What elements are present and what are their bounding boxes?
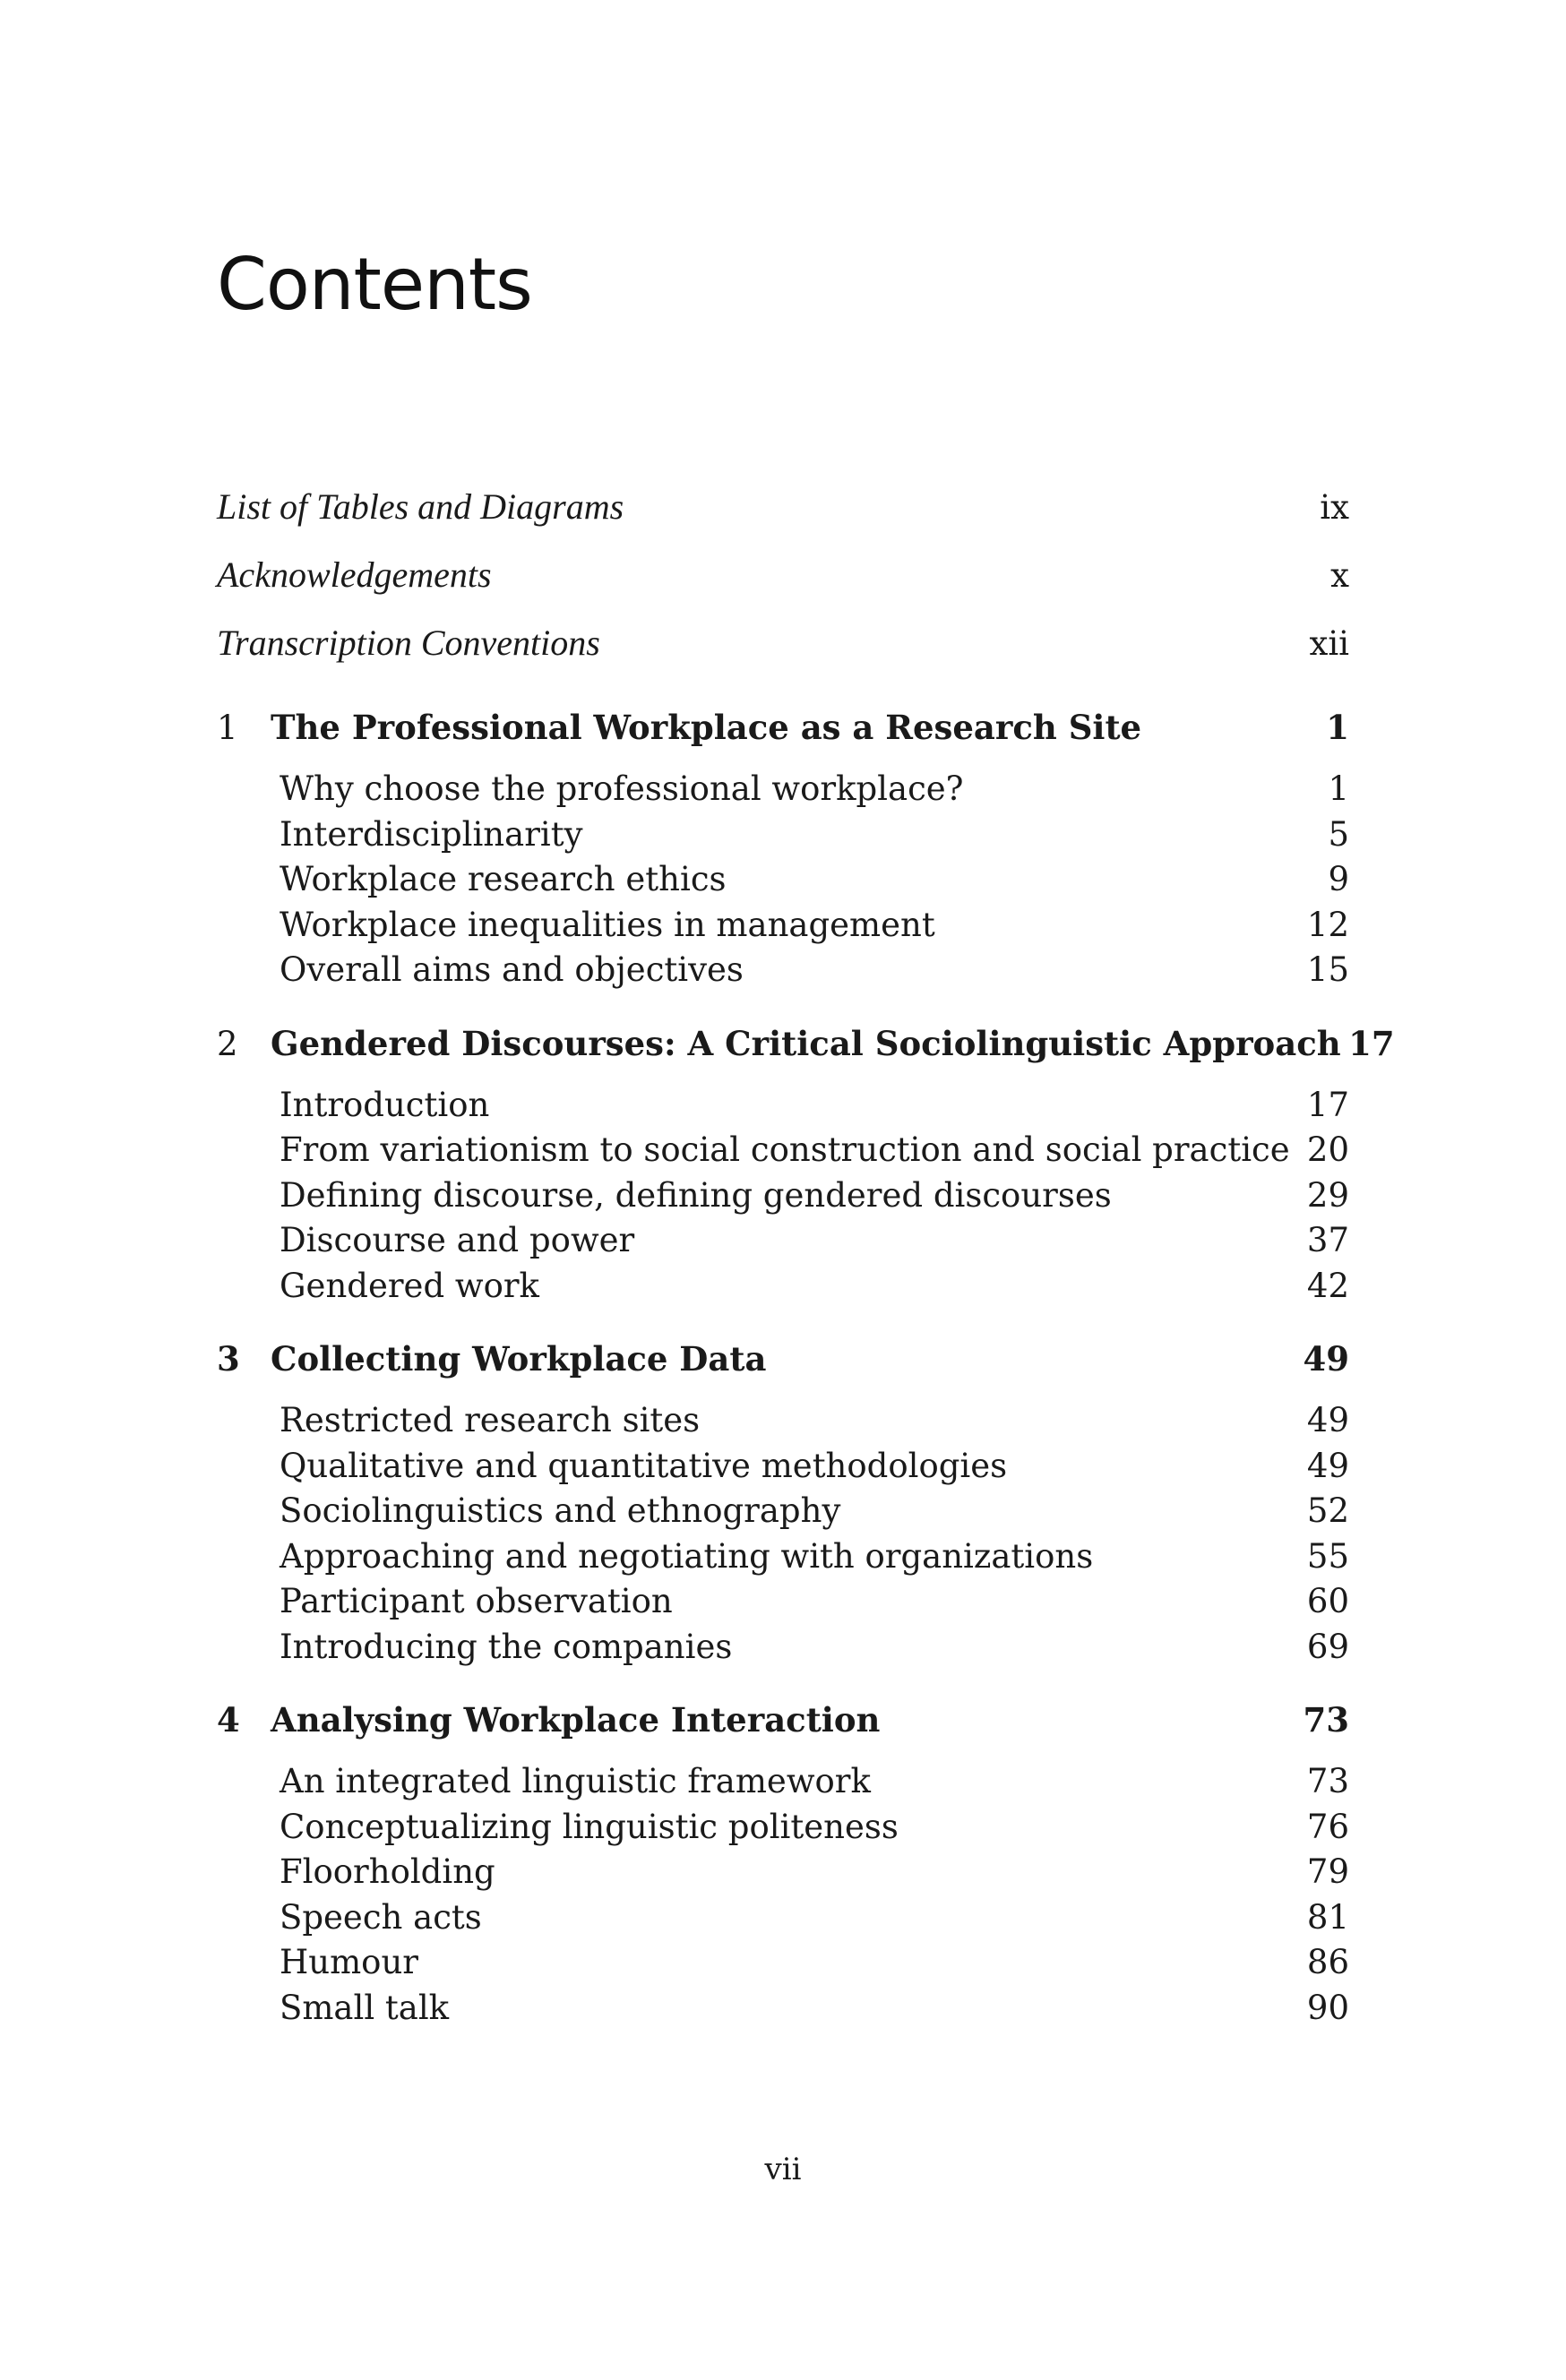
chapter-page: 49: [1303, 1339, 1349, 1379]
section-page: 15: [1306, 950, 1349, 989]
section-page: 73: [1306, 1762, 1349, 1800]
toc-entry-page: ix: [1320, 488, 1349, 527]
section-label: Introduction: [280, 1085, 490, 1124]
section-page: 17: [1306, 1085, 1349, 1124]
section-page: 55: [1306, 1536, 1349, 1576]
toc-section-entry[interactable]: [217, 1489, 1349, 1534]
section-label: Interdisciplinarity: [280, 814, 583, 854]
chapter-number: 3: [217, 1339, 240, 1379]
toc-section-entry[interactable]: [217, 1759, 1349, 1805]
section-page: 49: [1306, 1446, 1349, 1485]
section-page: 69: [1306, 1627, 1349, 1666]
section-page: 86: [1306, 1943, 1349, 1981]
chapter-page: 1: [1326, 708, 1349, 747]
section-label: Qualitative and quantitative methodologies: [280, 1446, 1008, 1485]
section-page: 79: [1306, 1852, 1349, 1891]
section-page: 29: [1306, 1175, 1349, 1215]
section-label: Approaching and negotiating with organizations: [280, 1536, 1094, 1576]
toc-chapter-heading[interactable]: [217, 1018, 1395, 1083]
section-label: Discourse and power: [280, 1221, 635, 1259]
toc-entry-label: Acknowledgements: [217, 554, 492, 595]
chapter-title: Analysing Workplace Interaction: [271, 1700, 881, 1740]
toc-entry-page: xii: [1309, 624, 1349, 663]
toc-entry-label: List of Tables and Diagrams: [217, 486, 624, 527]
toc-section-entry[interactable]: [217, 1805, 1349, 1851]
toc-section-entry[interactable]: [217, 1579, 1349, 1625]
chapter-page: 73: [1303, 1700, 1349, 1740]
chapter-title: Gendered Discourses: A Critical Sociolinguistic Approach: [271, 1023, 1341, 1063]
section-label: Workplace research ethics: [280, 860, 727, 898]
section-label: Humour: [280, 1943, 418, 1981]
toc-chapter-heading[interactable]: [217, 1334, 1349, 1398]
section-page: 49: [1306, 1401, 1349, 1439]
page-number-folio: vii: [764, 2152, 802, 2187]
section-page: 90: [1306, 1988, 1349, 2027]
toc-section-entry[interactable]: [217, 948, 1349, 993]
section-page: 1: [1328, 769, 1349, 808]
section-page: 20: [1306, 1130, 1349, 1169]
section-label: Small talk: [280, 1988, 450, 2027]
toc-section-entry[interactable]: [217, 1173, 1349, 1219]
toc-front-matter-entry[interactable]: [217, 618, 1349, 686]
toc-section-entry[interactable]: [217, 1625, 1349, 1671]
section-label: Introducing the companies: [280, 1627, 733, 1666]
section-page: 42: [1306, 1266, 1349, 1305]
toc-chapter-heading[interactable]: [217, 702, 1349, 767]
section-label: From variationism to social construction and social practice: [280, 1130, 1290, 1169]
toc-section-entry[interactable]: [217, 1264, 1349, 1310]
section-label: Participant observation: [280, 1582, 673, 1620]
section-page: 12: [1306, 905, 1349, 944]
toc-section-entry[interactable]: [217, 1218, 1349, 1264]
toc-section-entry[interactable]: [217, 1895, 1349, 1941]
chapter-page: 17: [1348, 1023, 1395, 1063]
toc-section-entry[interactable]: [217, 1534, 1349, 1580]
toc-section-entry[interactable]: [217, 1128, 1349, 1173]
section-label: Overall aims and objectives: [280, 950, 744, 989]
toc-chapter-heading[interactable]: [217, 1695, 1349, 1759]
section-page: 52: [1306, 1491, 1349, 1530]
section-page: 5: [1328, 814, 1349, 854]
toc-section-entry[interactable]: [217, 767, 1349, 812]
toc-section-entry[interactable]: [217, 1940, 1349, 1986]
toc-section-entry[interactable]: [217, 857, 1349, 903]
toc-entry-label: Transcription Conventions: [217, 623, 600, 663]
page-title: Contents: [217, 243, 532, 326]
section-page: 76: [1306, 1807, 1349, 1846]
section-label: Sociolinguistics and ethnography: [280, 1491, 841, 1530]
section-label: An integrated linguistic framework: [280, 1762, 871, 1800]
toc-section-entry[interactable]: [217, 1083, 1349, 1129]
section-label: Conceptualizing linguistic politeness: [280, 1807, 899, 1846]
chapter-number: 2: [217, 1024, 238, 1063]
section-label: Workplace inequalities in management: [280, 905, 935, 944]
toc-section-entry[interactable]: [217, 1850, 1349, 1895]
toc-front-matter-entry[interactable]: [217, 482, 1349, 550]
section-page: 81: [1306, 1897, 1349, 1937]
section-label: Speech acts: [280, 1897, 482, 1937]
section-label: Why choose the professional workplace?: [280, 769, 964, 808]
chapter-title: Collecting Workplace Data: [271, 1339, 767, 1379]
section-label: Floorholding: [280, 1852, 495, 1891]
chapter-number: 4: [217, 1700, 240, 1740]
chapter-title: The Professional Workplace as a Research Site: [271, 708, 1142, 747]
toc-section-entry[interactable]: [217, 1444, 1349, 1490]
toc-section-entry[interactable]: [217, 903, 1349, 949]
section-page: 9: [1328, 860, 1349, 898]
section-label: Defining discourse, defining gendered discourses: [280, 1175, 1112, 1215]
toc-front-matter-entry[interactable]: [217, 550, 1349, 618]
toc-entry-page: x: [1330, 556, 1349, 595]
section-label: Gendered work: [280, 1266, 539, 1305]
toc-section-entry[interactable]: [217, 1398, 1349, 1444]
section-label: Restricted research sites: [280, 1401, 701, 1439]
chapter-number: 1: [217, 709, 238, 747]
section-page: 60: [1306, 1582, 1349, 1620]
toc-section-entry[interactable]: [217, 812, 1349, 858]
section-page: 37: [1306, 1221, 1349, 1259]
table-of-contents: [217, 482, 1395, 2031]
toc-section-entry[interactable]: [217, 1986, 1349, 2032]
